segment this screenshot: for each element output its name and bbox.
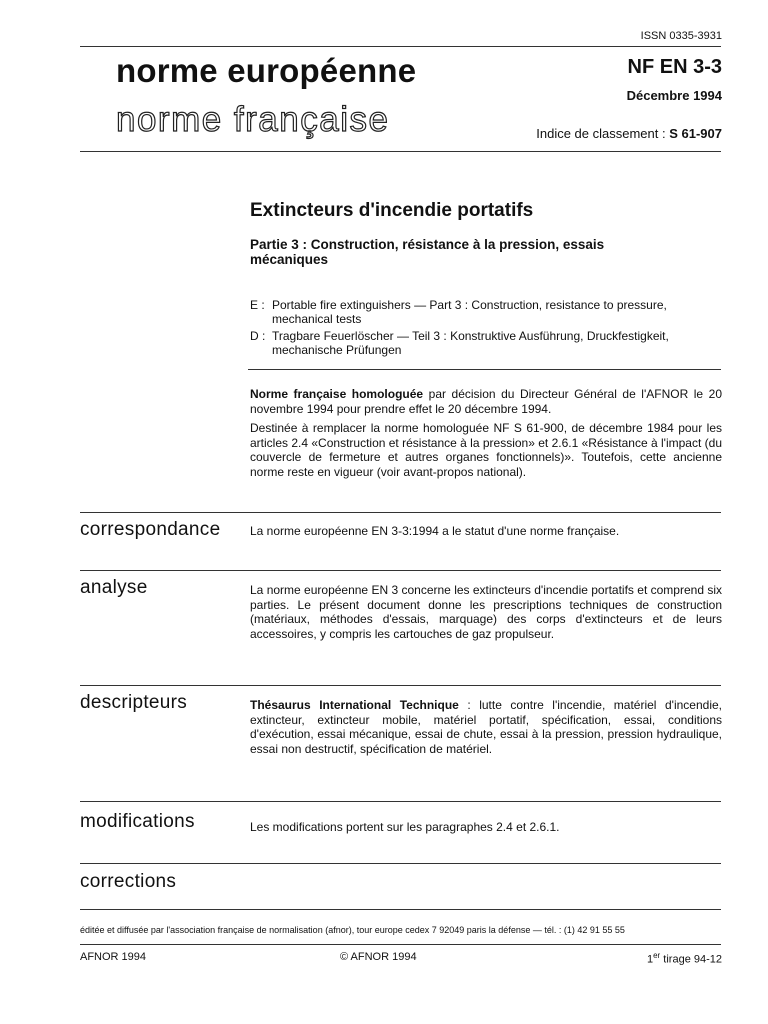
- classification-index-label: Indice de classement :: [536, 126, 666, 141]
- homologation-paragraph: [250, 387, 722, 416]
- header-bottom-rule: [80, 151, 721, 152]
- translation-english-code: E :: [250, 298, 265, 312]
- descripteurs-text: : lutte contre l'incendie, matériel d'incendie, extincteur, extincteur mobile, matériel portatif, spécification, essai, conditions d'exécution, essai mécanique, essai de chute, essai à la pression, pression hydraulique, essai non destructif, spécification de matériel.: [250, 698, 722, 756]
- section-label-correspondance: correspondance: [80, 519, 221, 540]
- section-body-modifications: Les modifications portent sur les paragraphes 2.4 et 2.6.1.: [250, 820, 560, 834]
- classification-index: [536, 126, 722, 141]
- header-top-rule: [80, 46, 721, 47]
- classification-index-value: S 61-907: [669, 126, 722, 141]
- correspondance-rule: [80, 512, 721, 513]
- footer-copyright: © AFNOR 1994: [340, 951, 417, 963]
- descripteurs-rule: [80, 685, 721, 686]
- footer-print-run-number: 1: [646, 953, 654, 966]
- footer-print-run-suffix: er: [653, 951, 661, 960]
- descripteurs-thesaurus: Thésaurus International Technique: [250, 698, 459, 712]
- title-norme-francaise: norme française: [116, 100, 390, 139]
- section-label-descripteurs: descripteurs: [80, 692, 188, 713]
- section-body-correspondance: La norme européenne EN 3-3:1994 a le statut d'une norme française.: [250, 524, 620, 538]
- footer-bottom-rule: [80, 944, 721, 945]
- translation-german-code: D :: [250, 329, 266, 343]
- footer-left: AFNOR 1994: [80, 951, 147, 963]
- section-label-corrections: corrections: [80, 871, 177, 892]
- footer-top-rule: [80, 909, 721, 910]
- translation-english-text: Portable fire extinguishers — Part 3 : Construction, resistance to pressure, mechanical tests: [272, 298, 667, 326]
- translations-rule: [248, 369, 721, 370]
- title-norme-europeenne: norme européenne: [116, 52, 417, 89]
- document-subtitle: Partie 3 : Construction, résistance à la pression, essais mécaniques: [250, 237, 605, 267]
- document-title: Extincteurs d'incendie portatifs: [250, 200, 534, 221]
- standard-code: NF EN 3-3: [627, 56, 722, 78]
- corrections-rule: [80, 863, 721, 864]
- modifications-rule: [80, 801, 721, 802]
- standard-date: Décembre 1994: [626, 88, 722, 103]
- footer-print-run-text: tirage 94-12: [660, 953, 722, 966]
- homologation-text: par décision du Directeur Général de l'AFNOR le 20 novembre 1994 pour prendre effet le 20 décembre 1994.: [250, 387, 722, 416]
- section-body-analyse: La norme européenne EN 3 concerne les extincteurs d'incendie portatifs et comprend six parties. Le présent document donne les prescriptions techniques de construction (matériaux, méthodes d'essais, marquage) des corps d'extincteurs et de leurs accessoires, y compris les cartouches de gaz propulseur.: [250, 583, 722, 641]
- footer-print-run: [647, 951, 722, 966]
- publisher-line: éditée et diffusée par l'association française de normalisation (afnor), tour europe cedex 7 92049 paris la défense — tél. : (1) 42 91 55 55: [80, 925, 625, 935]
- section-body-descripteurs: [250, 698, 722, 756]
- translation-german: [250, 329, 728, 357]
- section-label-analyse: analyse: [80, 577, 148, 598]
- analyse-rule: [80, 570, 721, 571]
- homologation-bold: Norme française homologuée: [250, 387, 424, 401]
- translation-german-text: Tragbare Feuerlöscher — Teil 3 : Konstruktive Ausführung, Druckfestigkeit, mechanische Prüfungen: [272, 329, 669, 357]
- translation-english: [250, 298, 728, 326]
- issn-number: ISSN 0335-3931: [640, 30, 722, 42]
- replacement-paragraph: Destinée à remplacer la norme homologuée NF S 61-900, de décembre 1984 pour les articles 2.4 «Construction et résistance à la pression» et 2.6.1 «Résistance à l'impact (du couvercle de fermeture et autres organes fonctionnels)». Toutefois, cette ancienne norme reste en vigueur (voir avant-propos national).: [250, 421, 722, 479]
- section-label-modifications: modifications: [80, 811, 195, 832]
